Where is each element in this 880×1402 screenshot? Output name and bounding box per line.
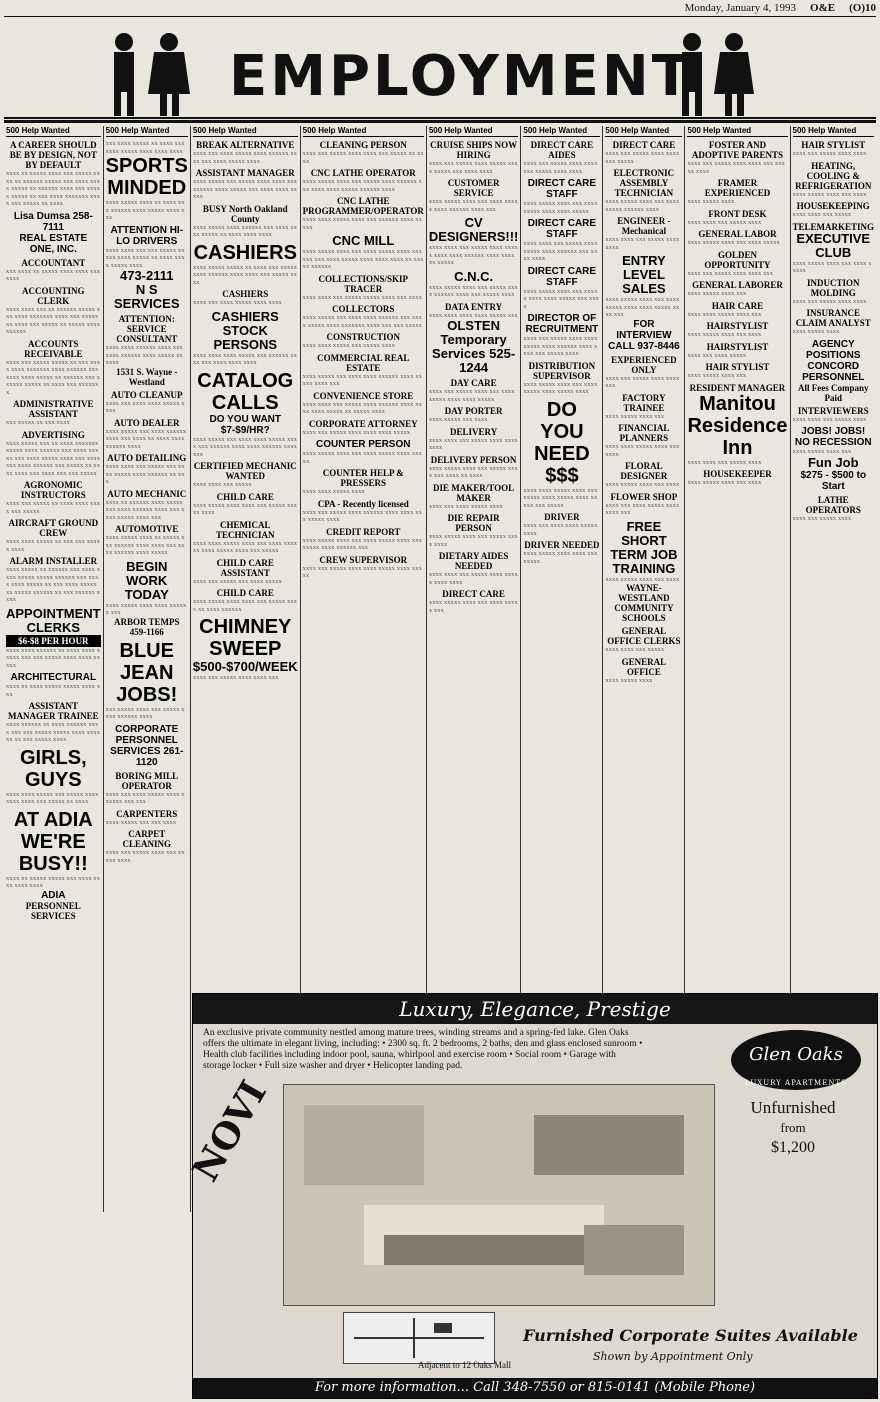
ad-company: ARBOR TEMPS 459-1166 [113,616,180,637]
ad-heading: GIRLS, GUYS [19,746,87,791]
column-heading: 500 Help Wanted [429,126,519,137]
ad-heading: DRIVER [544,512,580,522]
ad-heading: HAIR STYLIST [705,362,770,372]
ad-heading: ATTENTION: SERVICE CONSULTANT [116,314,178,344]
ad-heading: BUSY North Oakland County [202,203,288,224]
ad-heading: CV DESIGNERS!!! [428,215,519,244]
column-heading: 500 Help Wanted [605,126,682,137]
ad-heading: AGRONOMIC INSTRUCTORS [20,480,86,500]
ad-heading: GENERAL OFFICE CLERKS [607,626,681,646]
ad-company: CONCORD PERSONNEL [802,360,865,383]
ad-company: REAL ESTATE ONE, INC. [19,232,88,255]
ad-heading: DAY CARE [450,378,497,388]
appointment-text: Shown by Appointment Only [593,1350,753,1363]
info-bar: For more information... Call 348-7550 or 815-0141 (Mobile Phone) [193,1378,877,1398]
ad-heading: JOBS! JOBS! NO RECESSION [794,426,872,448]
ad-heading: AIRCRAFT GROUND CREW [8,518,99,538]
ad-heading: AGENCY POSITIONS [806,338,861,361]
ad-heading: TELEMARKETING [792,221,875,232]
column-heading: 500 Help Wanted [106,126,188,137]
column-heading: 500 Help Wanted [303,126,424,137]
ad-heading: DELIVERY PERSON [430,454,517,465]
ad-heading: CONSTRUCTION [326,332,400,342]
ad-heading: CARPENTERS [116,808,178,819]
ad-company: Manitou Residence Inn [687,392,788,459]
ad-heading: CUSTOMER SERVICE [447,178,500,198]
ad-heading: AUTO DETAILING [107,453,187,463]
ad-heading: CLEANING PERSON [319,140,407,150]
ad-heading: ARCHITECTURAL [10,672,97,683]
ad-heading: CHIMNEY SWEEP [199,616,292,660]
ad-heading: CHILD CARE ASSISTANT [216,557,274,578]
address-note: Adjacent to 12 Oaks Mall [418,1360,511,1370]
ad-heading: HAIR STYLIST [801,140,866,150]
ad-heading: AT ADIA WE'RE BUSY!! [13,808,93,875]
ad-heading: CNC LATHE PROGRAMMER/OPERATOR [302,196,424,216]
ad-heading: DIE REPAIR PERSON [447,513,500,533]
luxury-ad-body: An exclusive private community nestled among mature trees, winding streams and a spring-fed lake. Glen Oaks offers the ultimate in elegant living, including: • 2300 sq. ft. 2 bedrooms, 2 baths, den and glass enclosed sunroom • Health club facilities including indoor pool, sauna, whirlpool and exercise room • Social room • Garage with storage locker • Full size washer and dryer • Helicopter landing pad. [203,1028,643,1071]
ad-heading: CHILD CARE [216,588,274,598]
ad-heading: ASSISTANT MANAGER TRAINEE [8,701,99,721]
ad-heading: DIRECT CARE [442,589,505,599]
column-1: 500 Help Wanted A CAREER SHOULD BE BY DESIGN, NOT BY DEFAULT xxxx xx xxxxx xxxx xxx xxxxx xxxx xx xxxxxx xxxxx xxx xxxx xxxx xxxxx xx xxxxxx xxxx xxx xxxxx xxxxx xx xxx xxxx xxxxxxx xxxx xxx xxxxx xx xxxx Lisa Dumsa 258-7111 REAL ESTATE ONE, INC. ACCOUNTANT xxx xxxx xx xxxxx xxxx xxxx xxx xxxx ACCOUNTING CLERK xxxx xxxx xxx xx xxxxxx xxxxx xxx xxxx xxxxxxx xxxx xxx xxxxx xx xxxx xxx xxxxx xx xxxxx xxxx xxxxxx ACCOUNTS RECEIVABLE xxxx xxx xxxxx xxxxx xx xxx xxxx xxxx xxxxxxx xxxx xxxxxx xxx xxxx xxxx xxxxx xx xxxxxx xxx xxxxxx xxxxx xx xxxx xxx xxxxxxx ADMINISTRATIVE ASSISTANT xxx xxxxx xx xxx xxxx ADVERTISING xxxx xxxxx xxx xx xxxx xxxxxxx xxxxx xxxx xxxxxx xxx xxxx xxxxx xxx xxxx xxxxx xxxx xxx xxxxxxx xxxx xxxxxx xxx xxxxx xx xxxx xxxx xxx xxxx xxx xxx xxxxx AGRONOMIC INSTRUCTORS xxxx xxx xxxxx xx xxxx xxxx xxxx xxx xxxxx AIRCRAFT GROUND CREW xxxx xxxx xxxxx xx xxx xxx xxxxx xxxx ALARM INSTALLER xxxx xxxxx xx xxxxxx xxx xxxx xxxx xxxxx xxxxx xxxxxx xxx xxxx xxxx xxxxx xx xxx xxxx xxxxx xx xxxxx xxxxxx xx xxx xxxxxx xxxx APPOINTMENT CLERKS $6-$8 PER HOUR xxxx xxxx xxxxxx xx xxxx xxxx xxxxx xxx xxx xxxxx xxxx xxxx xxxxx ARCHITECTURAL xxxx xx xxxx xxxxx xxxxx xxxx xxx ASSISTANT MANAGER TRAINEE xxxx xxxxxx xx xxxx xxxxxx xxxx xxx xxx xxxxx xxxxx xxxx xxxxxx xx xxx xxxxx xxxx GIRLS, GUYS xxxx xxxx xxxxx xxx xxxxx xxxx xxxx xxxx xxx xxxxx xx xxxx AT ADIA WE'RE BUSY!! xxxx xx xxxxx xxxxx xxx xxxx xxxx xxxx xxxx ADIA PERSONNEL SERVICES [4,126,104,1212]
ad-heading: DIRECT CARE STAFF [527,265,597,288]
ad-heading: CONVENIENCE STORE [313,390,414,401]
ad-heading: INDUCTION MOLDING [807,277,860,298]
ad-heading: AUTO CLEANUP [110,389,183,400]
ad-phone: FOR INTERVIEW CALL 937-8446 [608,318,680,352]
ad-heading: CHEMICAL TECHNICIAN [216,519,275,540]
column-heading: 500 Help Wanted [793,126,875,137]
ad-heading: BREAK ALTERNATIVE [196,140,295,150]
ad-heading: INTERVIEWERS [797,405,869,416]
ad-heading: ADMINISTRATIVE ASSISTANT [13,399,94,419]
ad-address: 1531 S. Wayne - Westland [116,366,178,387]
glen-oaks-logo [731,1030,861,1090]
header-section: O&E [810,2,836,14]
column-heading: 500 Help Wanted [687,126,787,137]
ad-pay: $6-$8 PER HOUR [6,635,101,647]
ad-heading: BEGIN WORK TODAY [124,558,169,602]
masthead [4,20,876,123]
ad-heading: ALARM INSTALLER [9,556,98,566]
ad-heading: ENGINEER - Mechanical [617,216,671,236]
column-3: 500 Help Wanted BREAK ALTERNATIVE xxxx xxx xxxx xxxxx xxxx xxxxxx xxxx xxx xxxx xxxxx xxxx ASSISTANT MANAGER xxxx xxxxx xxx xxxxx xxxx xxxx xxx xxxxxx xxxx xxxxx xxx xxxx xxxx xxxxx BUSY North Oakland County xxxx xxxxx xxxx xxxxxx xxx xxxx xxxx xxxxx xx xxxx xxxx xxxx CASHIERS xxxx xxxxx xxxxx xx xxxx xxx xxxxx xxxx xxxxxx xxxx xxxx xxx xxxxx xxxx CASHIERS xxxx xxx xxxx xxxxx xxxx xxxx CASHIERS STOCK PERSONS xxxx xxxx xxxx xxxxx xxx xxxxxx xxxx xxx xxxx xxxx xxxx CATALOG CALLS DO YOU WANT $7-$9/HR? xxxx xxxxx xxx xxxx xxxx xxxxx xxxx xxx xxxxxx xxxx xxxx xxxxxx xxxx xxx CERTIFIED MECHANIC WANTED xxxx xxxx xxx xxxxx CHILD CARE xxxx xxxxx xxxx xxxx xxx xxxxx xxxxx xxxx CHEMICAL TECHNICIAN xxxx xxxx xxxxx xxxx xxx xxxx xxxxxx xxxx xxxxx xxxx xxx xxxxx CHILD CARE ASSISTANT xxxx xxx xxxxx xxx xxxx xxxxx CHILD CARE xxxx xxxxx xxxx xxxx xxx xxxxx xxxx xx xxxx xxxxxx CHIMNEY SWEEP $500-$700/WEEK xxxx xxx xxxxx xxxx xxxx xxx [191,126,301,1212]
ad-heading: DISTRIBUTION SUPERVISOR [528,360,596,381]
header-date: Monday, January 4, 1993 [684,2,797,14]
column-8: 500 Help Wanted FOSTER AND ADOPTIVE PARENTS xxxx xxx xxxxx xxxx xxxx xxx xxxxx xxxx FRAMER EXPERIENCED xxxx xxxxx xxxx FRONT DESK xxxx xxxx xxx xxxxx xxxx GENERAL LABOR xxxx xxxxx xxxx xxx xxxx xxxxx GOLDEN OPPORTUNITY xxxx xxx xxxxx xxxx xxxx xxx GENERAL LABORER xxxx xxxxx xxxx xxx HAIR CARE xxxx xxxx xxxxx xxxx xxx HAIRSTYLIST xxxx xxxxx xxxx xxx xxxx HAIRSTYLIST xxxx xxx xxxx xxxxx HAIR STYLIST xxxx xxxxx xxxx xxx RESIDENT MANAGER Manitou Residence Inn xxxx xxxx xxx xxxxx xxxx HOUSEKEEPER xxxx xxxxx xxxx xxx xxxx [685,126,790,1212]
ad-heading: CERTIFIED MECHANIC WANTED [193,461,297,481]
novi-lettering [184,1073,283,1194]
ad-heading: HAIRSTYLIST [706,341,769,352]
ad-heading: CPA - Recently licensed [317,498,409,509]
ad-heading: DIRECT CARE STAFF [527,218,597,240]
ad-heading: DIRECT CARE STAFF [527,178,597,200]
column-6: 500 Help Wanted DIRECT CARE AIDES xxxx xxx xxxxx xxxx xxxx xxx xxxxx xxxx xxxx DIRECT CARE STAFF xxxx xxxxx xxxx xxx xxxx xxxxx xxxx xxxx xxxxx DIRECT CARE STAFF xxxx xxxx xxx xxxxx xxxx xxxxx xxxx xxxxxx xxx xxxx xxxx DIRECT CARE STAFF xxxx xxxxx xxxx xxx xxxxx xxxx xxxx xxxxx xxx xxxx DIRECTOR OF RECRUITMENT xxxx xxx xxxxx xxxx xxxx xxxxx xxxx xxxxxx xxxx xxxx xxx xxxxx xxxx DISTRIBUTION SUPERVISOR xxxx xxxxx xxxx xxx xxxx xxxxx xxxx xxxxx xxxx DO YOU NEED $$$ xxxx xxxx xxxxx xxxx xxx xxxxx xxxx xxxxx xxxx xxxxx xxx xxxxx DRIVER xxxx xxx xxxx xxxx xxxxx xxxx DRIVER NEEDED xxxx xxxxx xxxx xxxx xxx xxxxx [521,126,603,1212]
ad-heading: FACTORY TRAINEE [622,392,666,413]
ad-heading: HAIRSTYLIST [706,321,769,331]
ad-heading: FLORAL DESIGNER [620,461,668,481]
ad-heading: ENTRY LEVEL SALES [622,253,666,296]
page-header [4,0,876,17]
ad-heading: GENERAL LABOR [698,229,777,239]
luxury-ad-headline: Luxury, Elegance, Prestige [193,994,877,1024]
ad-heading: DIETARY AIDES NEEDED [438,551,509,571]
ad-heading: BLUE JEAN JOBS! [116,639,178,706]
ad-heading: BORING MILL OPERATOR [115,770,179,791]
ad-heading: CARPET CLEANING [122,829,171,849]
ad-heading: COUNTER HELP & PRESSERS [322,468,404,488]
column-heading: 500 Help Wanted [6,126,101,137]
novi-text: NOVI [184,1073,275,1189]
ad-heading: DRIVER NEEDED [524,540,600,550]
ad-subheading: DO YOU WANT $7-$9/HR? [209,413,281,436]
ad-heading: FOSTER AND ADOPTIVE PARENTS [691,140,784,160]
ad-heading: COMMERCIAL REAL ESTATE [317,352,410,373]
ad-company: EXECUTIVE CLUB [796,230,871,260]
ad-company: ADIA [41,889,66,901]
column-2: 500 Help Wanted xxx xxxx xxxxx xx xxxx xxx xxxx xxxxx xxxx xxxx xxxx SPORTS MINDED xxxx xxxxx xxxx xx xxxx xxx xxxxxx xxxx xxxxx xxxx xxx ATTENTION HI-LO DRIVERS xxxx xxxx xxx xxx xxxxx xxxxx xxxx xxxxx xx xxxx xxxx xxxxx xxxx 473-2111 N S SERVICES ATTENTION: SERVICE CONSULTANT xxxx xxxx xxxxxx xxxx xxx xxxx xxxxxx xxxx xxxxx xx xxxx 1531 S. Wayne - Westland AUTO CLEANUP xxxx xxx xxxx xxxx xxxxx xxxx AUTO DEALER xxxx xxxxx xxx xxxx xxxxxx xxxx xxx xxxx xx xxxx xxxx xxxxxx xxxx AUTO DETAILING xxxx xxxx xxx xxxxx xxx xxxx xxxxx xxxx xxxxxx xx xxx AUTO MECHANIC xxxx xx xxxxxx xxxx xxxxx xxx xxxx xxxxxx xxxx xxx xxxx xxxxx xxxx xxx AUTOMOTIVE xxxx xxxxx xxxx xx xxxxx xxx xxxxxx xxxx xxxx xxx xxxx xxxxxx xxxx xxxxx BEGIN WORK TODAY xxxx xxxxx xxxx xxxx xxxxxx xxx ARBOR TEMPS 459-1166 BLUE JEAN JOBS! xxx xxxxx xxxx xxx xxxxx xxxx xxxxxx xxxx CORPORATE PERSONNEL SERVICES 261-1120 BORING MILL OPERATOR xxxx xxx xxxx xxxxx xxxx xxxxxx xxx xxx CARPENTERS xxxx xxxxx xxx xxx xxxx CARPET CLEANING xxxx xxx xxxxx xxxx xxx xxxxx xxxx [104,126,191,1212]
ad-company: WAYNE-WESTLAND COMMUNITY SCHOOLS [614,583,674,623]
column-heading: 500 Help Wanted [523,126,600,137]
from-label: from [780,1120,806,1135]
price-value: $1,200 [771,1139,815,1156]
ad-heading: AUTOMOTIVE [115,524,179,534]
ad-pay: $500-$700/WEEK [192,659,298,674]
ad-heading: ELECTRONIC ASSEMBLY TECHNICIAN [613,168,675,198]
ad-pay: $275 - $500 to Start [800,469,867,492]
ad-company-sub: PERSONNEL SERVICES [25,900,81,921]
ad-heading: FRONT DESK [708,208,767,219]
ad-heading: DIRECT CARE [612,140,676,150]
furnished-suites-text: Furnished Corporate Suites Available [523,1326,858,1345]
column-heading: 500 Help Wanted [193,126,298,137]
ad-heading: EXPERIENCED ONLY [611,354,677,375]
column-9: 500 Help Wanted HAIR STYLIST xxxx xxx xxxxx xxxx xxxx HEATING, COOLING & REFRIGERATION xxxx xxxxx xxxx xxx xxxx HOUSEKEEPING xxxx xxxx xxx xxxxx TELEMARKETING EXECUTIVE CLUB xxxx xxxxx xxxx xxx xxxx xxxxx INDUCTION MOLDING xxxx xxx xxxxx xxxx xxxx INSURANCE CLAIM ANALYST xxxx xxxxx xxxx AGENCY POSITIONS CONCORD PERSONNEL All Fees Company Paid INTERVIEWERS xxxx xxxx xxx xxxxx xxxx JOBS! JOBS! NO RECESSION xxxx xxxxx xxxx xxx Fun Job $275 - $500 to Start LATHE OPERATORS xxxx xxx xxxxx xxxx [792,126,875,522]
ad-company: N S SERVICES [113,282,180,311]
column-5: 500 Help Wanted CRUISE SHIPS NOW HIRING xxxx xxx xxxxx xxxx xxxxx xxxx xxxxx xxx xxxx xxxx CUSTOMER SERVICE xxxx xxxxx xxxx xxx xxxx xxxxx xxxx xxxxxx xxxx xxx CV DESIGNERS!!! xxxx xxxx xxx xxxxx xxxx xxxxx xxxx xxxx xxxxxx xxxx xxxx xx xxxxx C.N.C. xxxx xxxxx xxxx xxx xxxxx xxxx xxxxxx xxxx xxx xxxxx xxxx DATA ENTRY xxxx xxxx xxxx xxxx xxxxx xxx OLSTEN Temporary Services 525-1244 DAY CARE xxxx xxx xxxxx xxxx xxx xxxx xxxxx xxxx xxxx xxxxx DAY PORTER xxxx xxxxx xxx xxxx DELIVERY xxxx xxxx xxx xxxxx xxxx xxxx xxxx DELIVERY PERSON xxxx xxxxx xxxx xxx xxxxx xxxx xxx xxxx xx xxxx DIE MAKER/TOOL MAKER xxxx xxx xxxx xxxxx xxxx DIE REPAIR PERSON xxxx xxxxx xxxx xxx xxxxx xxxx xxxx DIETARY AIDES NEEDED xxxx xxxx xxx xxxxx xxxx xxxxx xxxx xxxx DIRECT CARE xxxx xxxxx xxxx xxx xxxx xxxxx xxx [427,126,522,1212]
ad-heading: DIRECTOR OF RECRUITMENT [525,313,599,335]
ad-heading: INSURANCE CLAIM ANALYST [795,308,871,328]
interior-illustration [284,1085,714,1305]
ad-heading: DAY PORTER [444,406,503,416]
ad-heading: SPORTS MINDED [105,155,188,199]
glen-oaks-brand-sub: LUXURY APARTMENTS [745,1079,847,1087]
ad-heading: ADVERTISING [21,429,85,440]
unfurnished-price [719,1098,867,1158]
ad-heading: ACCOUNTANT [21,257,86,268]
map-graphic [344,1313,494,1363]
ad-heading: HEATING, COOLING & REFRIGERATION [795,160,872,191]
ad-heading: FREE SHORT TERM JOB TRAINING [610,518,678,576]
ad-heading: ASSISTANT MANAGER [195,168,295,178]
ad-heading: ACCOUNTS RECEIVABLE [24,338,83,359]
glen-oaks-brand: Glen Oaks [749,1044,843,1065]
ad-heading: HOUSEKEEPER [703,469,772,479]
ad-heading: APPOINTMENT CLERKS [6,605,101,635]
ad-heading: ATTENTION HI-LO DRIVERS [110,224,184,247]
ad-heading: LATHE OPERATORS [805,494,861,515]
header-page: (O)10 [849,2,876,14]
ad-heading: DATA ENTRY [445,301,503,312]
unfurnished-label: Unfurnished [750,1098,836,1117]
ad-heading: ACCOUNTING CLERK [22,285,85,306]
ad-company: OLSTEN Temporary Services 525-1244 [432,318,516,375]
ad-heading: DELIVERY [450,426,498,437]
ad-heading: COUNTER PERSON [316,439,411,450]
ad-company: CORPORATE PERSONNEL SERVICES 261-1120 [110,723,184,768]
ad-heading: COLLECTIONS/SKIP TRACER [318,273,408,294]
luxury-apartments-ad [184,993,878,1399]
ad-heading: FRAMER EXPERIENCED [704,178,771,198]
ad-heading: GENERAL LABORER [692,280,783,290]
ad-heading: CASHIERS [193,241,297,264]
ad-note: All Fees Company Paid [798,382,869,403]
ad-phone: 473-2111 [119,268,174,283]
ad-heading: CRUISE SHIPS NOW HIRING [430,140,518,160]
ad-heading: CREW SUPERVISOR [319,554,408,565]
apartment-interior-photo [283,1084,715,1306]
ad-heading: CNC MILL [332,233,395,248]
ad-heading: AUTO MECHANIC [107,488,187,499]
ad-heading: GENERAL OFFICE [621,656,667,677]
ad-heading: AUTO DEALER [113,417,180,428]
ad-heading: CREDIT REPORT [326,526,401,537]
ad-subheading: Fun Job [807,454,859,470]
ad-heading: DIE MAKER/TOOL MAKER [433,482,515,503]
ad-heading: A CAREER SHOULD BE BY DESIGN, NOT BY DEFAULT [9,140,97,170]
ad-heading: COLLECTORS [332,304,395,314]
masthead-title: EMPLOYMENT [229,44,693,109]
ad-heading: CATALOG CALLS [197,369,294,414]
column-4: 500 Help Wanted CLEANING PERSON xxxx xxx xxxxx xxxx xxxx xxx xxxxx xx xxxx CNC LATHE OPERATOR xxxx xxxxx xxxx xxx xxxxx xxxx xxxxxx xxx xxxx xxxx xxxxx xxxxxx xxxx CNC LATHE PROGRAMMER/OPERATOR xxxx xxxx xxxxx xxxx xxx xxxxxx xxxx xxxxx CNC MILL xxxx xxxxx xxxx xxx xxxx xxxxx xxxx xxxxxx xxx xxxx xxxxx xxxx xxxx xxxx xx xxxxx xxxxxx COLLECTIONS/SKIP TRACER xxxx xxxx xxx xxxxx xxxxx xxxx xxx xxxx COLLECTORS xxxx xxxxx xxx xxxx xxxx xxxxxx xxx xxxx xxxxx xxxx xxxxxxx xxxx xxx xxx xxxxx CONSTRUCTION xxxx xxxx xxxxx xxx xxxxx xxxx COMMERCIAL REAL ESTATE xxxx xxxxx xxx xxxx xxxx xxxxxx xxxx xxxxx xxxx xxx CONVENIENCE STORE xxxx xxxx xxx xxxxx xxxx xxxxxx xxxx xxxx xxxx xxxxx xx xxxxx xxxx CORPORATE ATTORNEY xxxx xxx xxxxx xxxx xxxx xxxx xxxxx COUNTER PERSON xxxx xxxxx xxxx xxx xxxx xxxxx xxxx xxxxx COUNTER HELP & PRESSERS xxxx xxxx xxxxx xxxx CPA - Recently licensed xxxx xxx xxxxx xxxx xxxxxx xxxx xxxx xxx xxxxx xxxx CREDIT REPORT xxxx xxxxx xxxx xxx xxxx xxxxx xxxx xxx xxxxx xxxx xxxxxx xxx CREW SUPERVISOR xxxx xxx xxxxx xxxx xxxx xxxxx xxxx xxxxx [301,126,427,1212]
column-7: 500 Help Wanted DIRECT CARE xxxx xxx xxxxx xxxx xxxx xxx xxxxx ELECTRONIC ASSEMBLY TECHNICIAN xxxx xxxxx xxxx xxx xxxx xxxxx xxxxxx xxxx ENGINEER - Mechanical xxxx xxxx xxx xxxxx xxxx xxxx ENTRY LEVEL SALES xxxx xxxxx xxxx xxx xxxx xxxxx xxxx xxxx xxxxx xxxx xxx FOR INTERVIEW CALL 937-8446 EXPERIENCED ONLY xxxx xxx xxxxx xxxx xxxx xxx FACTORY TRAINEE xxxx xxxxx xxxx xxx FINANCIAL PLANNERS xxxx xxxx xxxxx xxxx xxx xxxx FLORAL DESIGNER xxxx xxxxx xxxx xxx xxxx FLOWER SHOP xxxx xxx xxxx xxxxx xxxx xxxx xxx FREE SHORT TERM JOB TRAINING xxxx xxxxx xxxx xxx xxxx WAYNE-WESTLAND COMMUNITY SCHOOLS GENERAL OFFICE CLERKS xxxx xxxx xxx xxxxx GENERAL OFFICE xxxx xxxxx xxxx [603,126,685,1212]
ad-heading: HAIR CARE [711,300,764,311]
ad-heading: DO YOU NEED $$$ [534,398,590,487]
ad-heading: CORPORATE ATTORNEY [308,418,418,429]
ad-heading: FLOWER SHOP [610,491,678,502]
ad-heading: RESIDENT MANAGER [689,382,786,393]
ad-heading: GOLDEN OPPORTUNITY [704,249,771,270]
ad-heading: CHILD CARE [216,491,274,502]
ad-heading: CASHIERS [222,289,269,299]
ad-heading: CNC LATHE OPERATOR [310,168,416,178]
ad-heading: C.N.C. [454,268,494,284]
ad-contact: Lisa Dumsa 258-7111 [13,210,93,233]
ad-heading: HOUSEKEEPING [796,201,870,211]
ad-heading: CASHIERS STOCK PERSONS [211,308,279,352]
ad-heading: FINANCIAL PLANNERS [618,423,670,443]
ad-heading: DIRECT CARE AIDES [530,140,594,160]
location-map [343,1312,495,1364]
